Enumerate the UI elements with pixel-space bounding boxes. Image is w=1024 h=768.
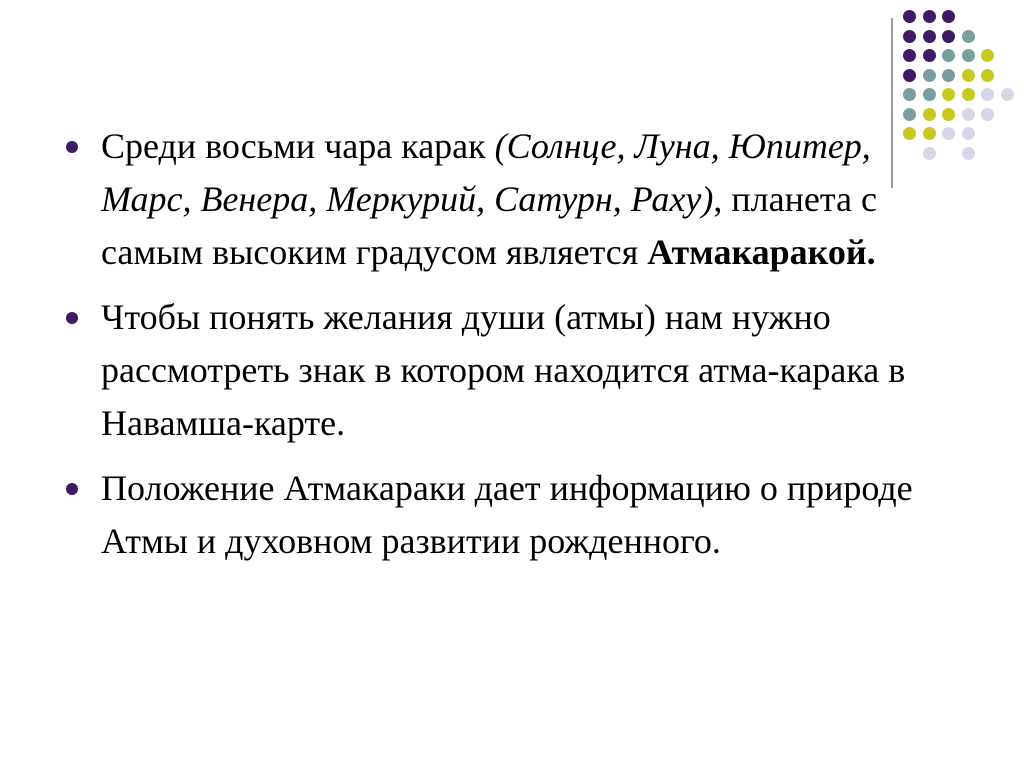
decorative-dot-purple (903, 30, 916, 43)
bullet-item-3 (62, 462, 942, 568)
decorative-dot-lavender (981, 88, 994, 101)
bullet-2-text: Чтобы понять желания души (атмы) нам нужно рассмотреть знак в котором находится атма-карака в Навамша-карте. (101, 297, 906, 443)
bullet-dot-icon (66, 483, 78, 495)
bullet-1-text-continued: , планета с самым высоким градусом является (101, 179, 877, 272)
decorative-dot-lavender (981, 108, 994, 121)
bullet-item-2 (62, 291, 942, 450)
bullet-3-text: Положение Атмакараки дает информацию о природе Атмы и духовном развитии рожденного. (101, 468, 913, 561)
decorative-dot-yellow (923, 108, 936, 121)
decorative-dot-yellow (942, 108, 955, 121)
decorative-dot-teal (923, 88, 936, 101)
decorative-dot-teal (923, 69, 936, 82)
decorative-dot-purple (903, 49, 916, 62)
decorative-dot-yellow (981, 49, 994, 62)
decorative-dot-yellow (981, 69, 994, 82)
decorative-dot-yellow (962, 88, 975, 101)
decorative-dot-teal (962, 30, 975, 43)
decorative-dot-purple (923, 10, 936, 23)
decorative-dot-yellow (962, 69, 975, 82)
decorative-dot-lavender (962, 127, 975, 140)
bullet-dot-icon (66, 312, 78, 324)
decorative-dot-purple (942, 30, 955, 43)
decorative-dot-lavender (962, 108, 975, 121)
bullet-1-planets-list: (Солнце, Луна, Юпитер, Марс, Венера, Меркурий, Сатурн, Раху) (101, 126, 871, 219)
decorative-dot-purple (923, 30, 936, 43)
decorative-dot-teal (962, 49, 975, 62)
decorative-dot-lavender (942, 127, 955, 140)
bullet-item-1 (62, 120, 942, 279)
decorative-dot-lavender (962, 147, 975, 160)
decorative-dot-purple (903, 69, 916, 82)
bullet-dot-icon (66, 141, 78, 153)
decorative-dot-teal (903, 108, 916, 121)
decorative-dot-teal (903, 88, 916, 101)
decorative-dot-yellow (942, 88, 955, 101)
decorative-dot-teal (942, 69, 955, 82)
decorative-dot-teal (942, 49, 955, 62)
decorative-dot-purple (923, 49, 936, 62)
decorative-dot-lavender (1001, 88, 1014, 101)
decorative-dot-purple (942, 10, 955, 23)
bullet-1-atmakaraka-term: Атмакаракой. (647, 232, 876, 272)
bullet-1-text-plain: Среди восьми чара карак (101, 126, 495, 166)
bullet-list (62, 120, 942, 580)
decorative-dot-purple (903, 10, 916, 23)
